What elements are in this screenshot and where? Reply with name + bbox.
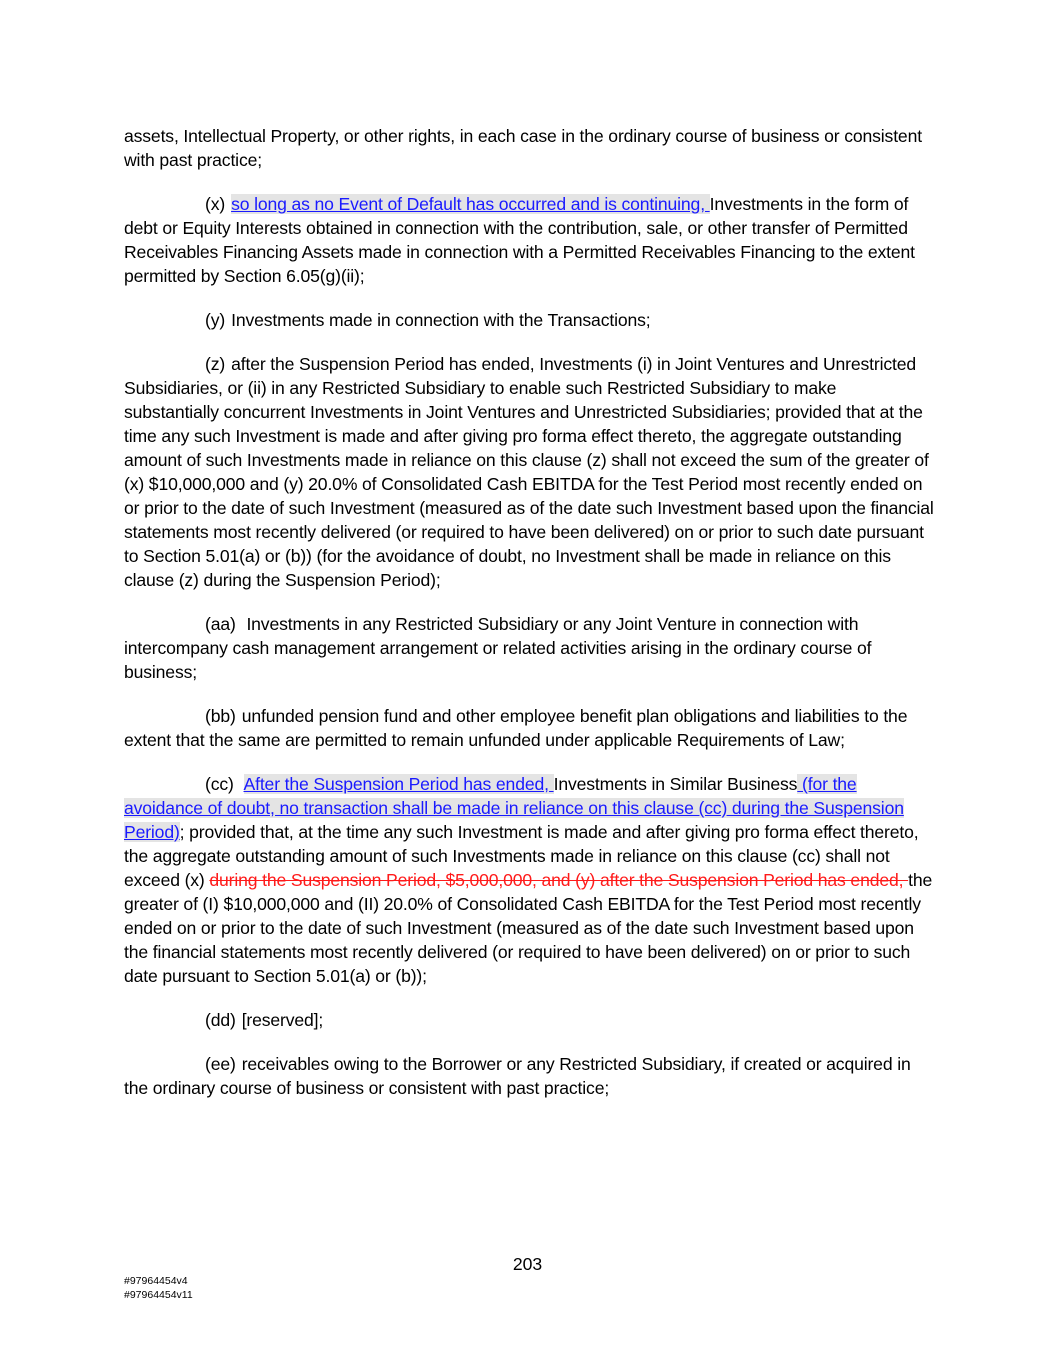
paragraph-ee bbox=[124, 1052, 934, 1100]
clause-text-cc-1: Investments in Similar Business bbox=[553, 774, 798, 794]
clause-label-y: (y) bbox=[205, 310, 226, 330]
inserted-text-cc-2: (for the avoidance of doubt, no transaction shall be made in reliance on this clause (cc) during the Suspension Period) bbox=[124, 774, 904, 842]
clause-text-dd: [reserved]; bbox=[241, 1010, 324, 1030]
paragraph-aa bbox=[124, 612, 934, 684]
inserted-text-cc-1: After the Suspension Period has ended, bbox=[243, 774, 554, 794]
paragraph-y bbox=[124, 308, 934, 332]
clause-text-ee: receivables owing to the Borrower or any Restricted Subsidiary, if created or acquired in the ordinary course of business or consistent with past practice; bbox=[124, 1054, 911, 1098]
clause-text-bb: unfunded pension fund and other employee benefit plan obligations and liabilities to the extent that the same are permitted to remain unfunded under applicable Requirements of Law; bbox=[124, 706, 908, 750]
paragraph-z bbox=[124, 352, 934, 592]
clause-text-cc-2: ; provided that, at the time any such Investment is made and after giving pro forma effect thereto, the aggregate outstanding amount of such Investments made in reliance on this clause (cc) shall not exceed (x) bbox=[124, 822, 919, 890]
paragraph-dd bbox=[124, 1008, 934, 1032]
clause-label-x: (x) bbox=[205, 194, 226, 214]
document-id-2: #97964454v11 bbox=[124, 1289, 193, 1301]
clause-text-z: after the Suspension Period has ended, Investments (i) in Joint Ventures and Unrestricted Subsidiaries, or (ii) in any Restricted Subsidiary to enable such Restricted Subsidiary to make substantially concurrent Investments in Joint Ventures and Unrestricted Subsidiaries; provided that at the time any such Investment is made and after giving pro forma effect thereto, the aggregate outstanding amount of such Investments made in reliance on this clause (z) shall not exceed the sum of the greater of (x) $10,000,000 and (y) 20.0% of Consolidated Cash EBITDA for the Test Period most recently ended on or prior to the date of such Investment (measured as of the date such Investment based upon the financial statements most recently delivered (or required to have been delivered) on or prior to such date pursuant to Section 5.01(a) or (b)) (for the avoidance of doubt, no Investment shall be made in reliance on this clause (z) during the Suspension Period); bbox=[124, 354, 934, 590]
paragraph-bb bbox=[124, 704, 934, 752]
deleted-text-cc: during the Suspension Period, $5,000,000, and (y) after the Suspension Period has ended, bbox=[209, 870, 909, 890]
document-body bbox=[124, 124, 934, 1120]
clause-label-cc: (cc) bbox=[205, 774, 234, 794]
inserted-text-x: so long as no Event of Default has occurred and is continuing, bbox=[231, 194, 710, 214]
document-id-1: #97964454v4 bbox=[124, 1275, 188, 1287]
continuation-text: assets, Intellectual Property, or other rights, in each case in the ordinary course of business or consistent with past practice; bbox=[124, 126, 922, 170]
page-number: 203 bbox=[512, 1254, 543, 1274]
clause-text-x: Investments in the form of debt or Equity Interests obtained in connection with the contribution, sale, or other transfer of Permitted Receivables Financing Assets made in connection with a Permitted Receivables Financing to the extent permitted by Section 6.05(g)(ii); bbox=[124, 194, 915, 286]
clause-text-y: Investments made in connection with the Transactions; bbox=[231, 310, 651, 330]
clause-label-ee: (ee) bbox=[205, 1054, 236, 1074]
clause-label-z: (z) bbox=[205, 354, 226, 374]
clause-label-aa: (aa) bbox=[205, 614, 236, 634]
clause-text-aa: Investments in any Restricted Subsidiary or any Joint Venture in connection with intercompany cash management arrangement or related activities arising in the ordinary course of business; bbox=[124, 614, 872, 682]
paragraph-x bbox=[124, 192, 934, 288]
clause-label-bb: (bb) bbox=[205, 706, 236, 726]
paragraph-continuation bbox=[124, 124, 934, 172]
clause-text-cc-3: the greater of (I) $10,000,000 and (II) 20.0% of Consolidated Cash EBITDA for the Test Period most recently ended on or prior to the date of such Investment (measured as of the date such Investment based upon the financial statements most recently delivered (or required to have been delivered) on or prior to such date pursuant to Section 5.01(a) or (b)); bbox=[124, 870, 933, 986]
clause-label-dd: (dd) bbox=[205, 1010, 236, 1030]
paragraph-cc bbox=[124, 772, 934, 988]
